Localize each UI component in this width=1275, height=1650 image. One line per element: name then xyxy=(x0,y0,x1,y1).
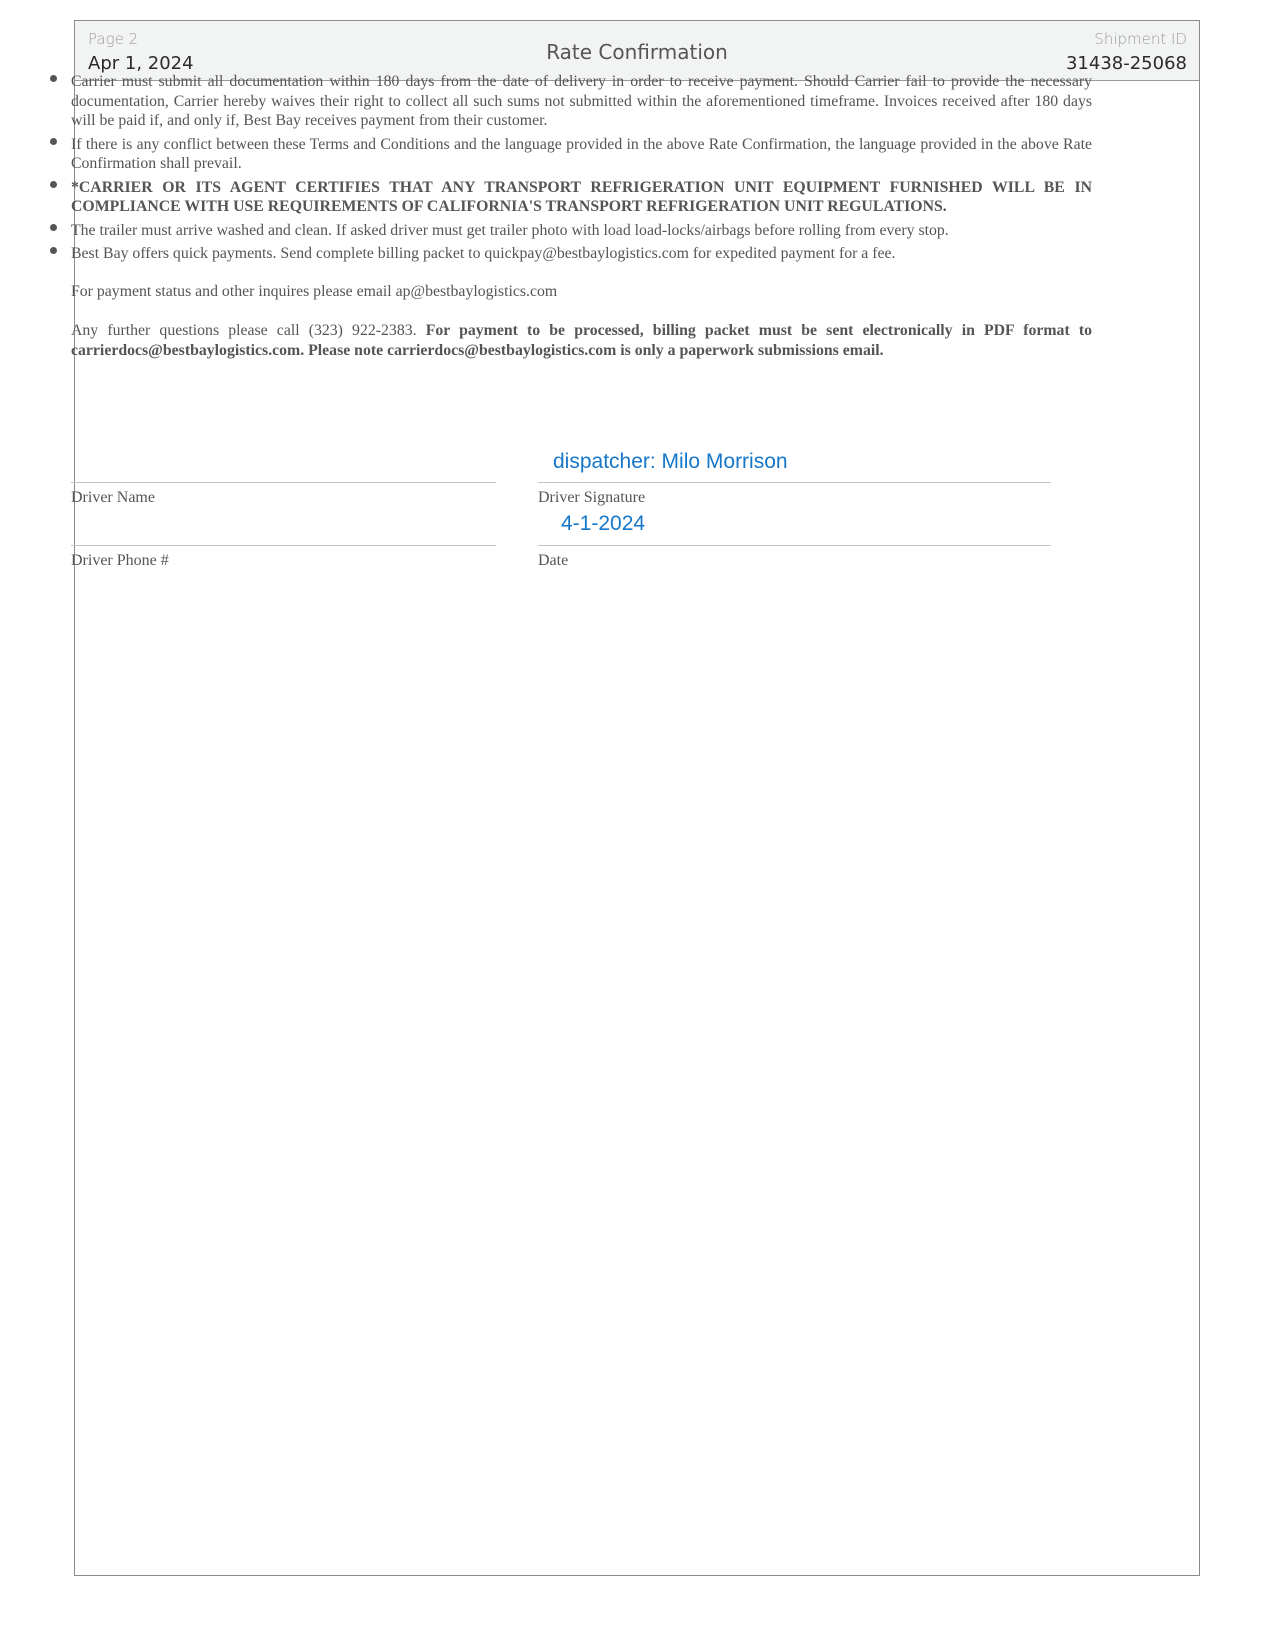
document-title: Rate Confirmation xyxy=(546,40,728,64)
terms-section xyxy=(71,72,1092,360)
payment-status-paragraph: For payment status and other inquires please email ap@bestbaylogistics.com xyxy=(71,282,558,300)
date-line xyxy=(538,545,1051,546)
driver-signature-label: Driver Signature xyxy=(538,489,646,506)
bullet-icon xyxy=(50,224,57,231)
shipment-id: 31438-25068 xyxy=(1065,53,1187,74)
questions-text: Any further questions please call (323) 922-2383. xyxy=(71,322,417,339)
term-item xyxy=(71,221,1092,241)
bullet-icon xyxy=(50,181,57,188)
term-item xyxy=(71,244,1092,264)
term-text: The trailer must arrive washed and clean. If asked driver must get trailer photo with load load-locks/airbags before rolling from every stop. xyxy=(71,221,949,239)
term-item xyxy=(71,135,1092,174)
date-label: Date xyxy=(538,552,569,569)
term-text: *CARRIER OR ITS AGENT CERTIFIES THAT ANY TRANSPORT REFRIGERATION UNIT EQUIPMENT FURNISHED WILL BE IN COMPLIANCE WITH USE REQUIREMENTS OF CALIFORNIA'S TRANSPORT REFRIGERATION UNIT REGULATIONS. xyxy=(71,178,1092,215)
bullet-icon xyxy=(50,75,57,82)
term-text: Carrier must submit all documentation within 180 days from the date of delivery in order to receive payment. Should Carrier fail to provide the necessary documentation, Carrier hereby waives their right to collect all such sums not submitted within the aforementioned timeframe. Invoices received after 180 days will be paid if, and only if, Best Bay receives payment from their customer. xyxy=(71,73,1092,129)
driver-name-line xyxy=(71,482,496,483)
questions-paragraph xyxy=(71,321,1092,360)
term-text: If there is any conflict between these Terms and Conditions and the language provided in the above Rate Confirmation, the language provided in the above Rate Confirmation shall prevail. xyxy=(71,135,1092,172)
driver-name-label: Driver Name xyxy=(71,489,155,506)
date-field[interactable]: 4-1-2024 xyxy=(561,512,646,535)
driver-signature-field[interactable]: dispatcher: Milo Morrison xyxy=(553,450,788,473)
term-item-trs-certification xyxy=(71,178,1092,217)
signature-block xyxy=(71,428,1071,578)
bullet-icon xyxy=(50,138,57,145)
bullet-icon xyxy=(50,247,57,254)
driver-phone-line xyxy=(71,545,496,546)
driver-phone-label: Driver Phone # xyxy=(71,552,169,569)
page-number: Page 2 xyxy=(88,30,139,48)
header-date: Apr 1, 2024 xyxy=(88,53,194,74)
term-item xyxy=(71,72,1092,131)
billing-instructions: For payment to be processed, billing packet must be sent electronically in PDF format to carrierdocs@bestbaylogistics.com. Please note carrierdocs@bestbaylogistics.com is only a paperwork submissions email. xyxy=(71,322,1092,359)
terms-list xyxy=(71,72,1092,264)
term-text: Best Bay offers quick payments. Send complete billing packet to quickpay@bestbaylogistics.com for expedited payment for a fee. xyxy=(71,245,896,262)
driver-signature-line xyxy=(538,482,1051,483)
shipment-id-label: Shipment ID xyxy=(1094,30,1187,48)
